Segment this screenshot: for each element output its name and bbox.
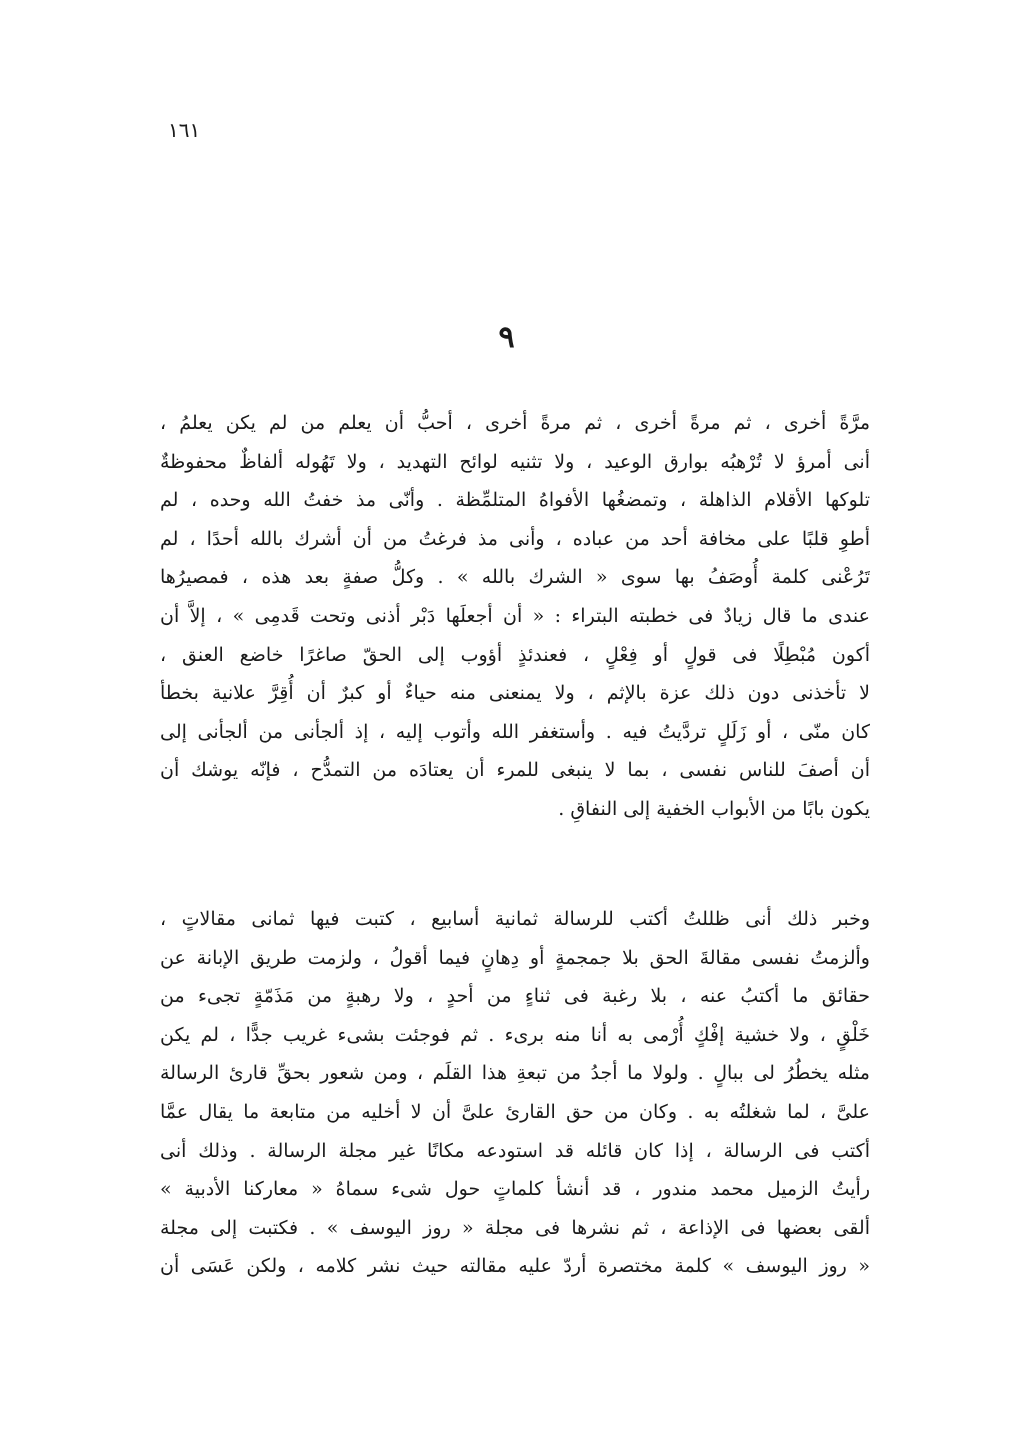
paragraph-2 bbox=[160, 900, 870, 1286]
text-line: أكون مُبْطِلًا فى قولٍ أو فِعْلٍ ، فعندئذٍ أؤوب إلى الحقّ صاغرًا خاضع العنق ، bbox=[160, 643, 870, 666]
page-number: ١٦١ bbox=[168, 118, 201, 142]
text-line: مرَّةً أخرى ، ثم مرةً أخرى ، ثم مرةً أخرى ، أحبُّ أن يعلم من لم يكن يعلمُ ، bbox=[160, 412, 870, 434]
text-line: أطوِ قلبًا على مخافة أحد من عباده ، وأنى مذ فرغتُ من أن أشرك بالله أحدًا ، لم bbox=[160, 527, 870, 550]
text-line: رأيتُ الزميل محمد مندور ، قد أنشأ كلماتٍ حول شىء سماهُ « معاركنا الأدبية » bbox=[160, 1178, 870, 1201]
text-line: أنى أمرؤ لا تُرْهبُه بوارق الوعيد ، ولا تثنيه لوائح التهديد ، ولا تَهُوله ألفاظٌ محفوظةٌ bbox=[160, 450, 870, 473]
text-line: عندى ما قال زيادٌ فى خطبته البتراء : « أن أجعلَها دَبْر أذنى وتحت قَدمِى » ، إلاَّ أن bbox=[160, 604, 870, 627]
text-line: أكتب فى الرسالة ، إذا كان قائله قد استودعه مكانًا غير مجلة الرسالة . وذلك أنى bbox=[160, 1139, 870, 1162]
text-line: خَلْقٍ ، ولا خشية إفْكٍ أُرْمى به أنا منه برىء . ثم فوجئت بشىء غريب جدًّا ، لم يكن bbox=[160, 1023, 870, 1046]
paragraph-1 bbox=[160, 404, 870, 829]
chapter-number: ٩ bbox=[498, 320, 515, 355]
text-line: مثله يخطُرُ لى ببالٍ . ولولا ما أجدُ من تبعةِ هذا القلَم ، ومن شعور بحقِّ قارئ الرسالة bbox=[160, 1062, 870, 1085]
text-line: أن أصفَ للناس نفسى ، بما لا ينبغى للمرء أن يعتادَه من التمدُّح ، فإنّه يوشك أن bbox=[160, 759, 870, 782]
text-line: علىَّ ، لما شغلتُه به . وكان من حق القارئ علىَّ أن لا أخليه من متابعة ما يقال عمَّا bbox=[160, 1100, 870, 1123]
text-line: تلوكها الأقلام الذاهلة ، وتمضغُها الأفواهُ المتلمِّظة . وأنّى مذ خفتُ الله وحده ، لم bbox=[160, 489, 870, 512]
text-line: « روز اليوسف » كلمة مختصرة أردّ عليه مقالته حيث نشر كلامه ، ولكن عَسَى أن bbox=[160, 1255, 870, 1278]
text-line: ألقى بعضها فى الإذاعة ، ثم نشرها فى مجلة « روز اليوسف » . فكتبت إلى مجلة bbox=[160, 1216, 870, 1239]
text-line: تَرُعْنى كلمة أُوصَفُ بها سوى « الشرك بالله » . وكلُّ صفةٍ بعد هذه ، فمصيرُها bbox=[160, 566, 870, 589]
text-line: كان منّى ، أو زَلَلٍ تردَّيتُ فيه . وأستغفر الله وأتوب إليه ، إذ ألجأنى من ألجأنى إلى bbox=[160, 720, 870, 743]
text-line: وألزمتُ نفسى مقالةَ الحق بلا جمجمةٍ أو دِهانٍ فيما أقولُ ، ولزمت طريق الإبانة عن bbox=[160, 946, 870, 969]
text-line: لا تأخذنى دون ذلك عزة بالإثم ، ولا يمنعنى منه حياءٌ أو كبرٌ أن أُقِرَّ علانية بخطأ bbox=[160, 682, 870, 705]
text-line: وخبر ذلك أنى ظللتُ أكتب للرسالة ثمانية أسابيع ، كتبت فيها ثمانى مقالاتٍ ، bbox=[160, 908, 870, 930]
text-line: يكون بابًا من الأبواب الخفية إلى النفاقِ . bbox=[558, 797, 870, 820]
text-line: حقائق ما أكتبُ عنه ، بلا رغبة فى ثناءٍ من أحدٍ ، ولا رهبةٍ من مَذَمّةٍ تجىء من bbox=[160, 985, 870, 1008]
